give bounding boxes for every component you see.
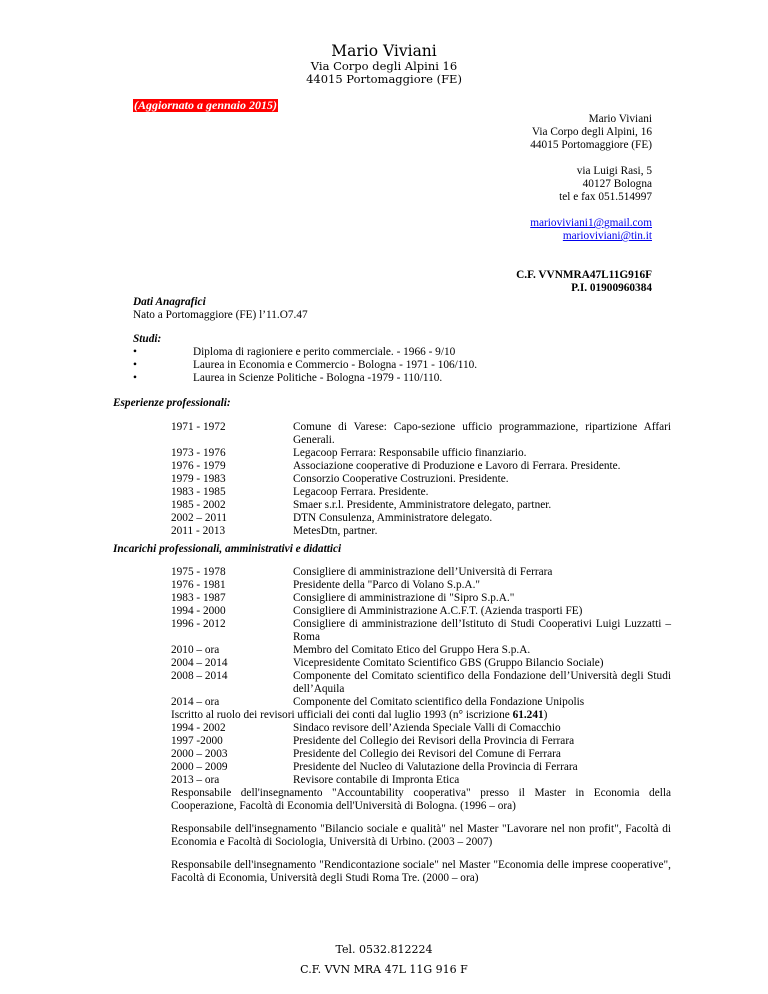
- row-years: 2011 - 2013: [171, 525, 226, 537]
- row-years: 2002 – 2011: [171, 512, 228, 524]
- row-text: Comune di Varese: Capo-sezione ufficio programmazione, ripartizione Affari Generali.: [293, 421, 671, 446]
- table-row: [171, 512, 671, 525]
- row-text: Revisore contabile di Impronta Etica: [293, 774, 460, 786]
- table-row: [171, 421, 671, 447]
- table-row: [171, 592, 671, 605]
- table-row: [171, 499, 671, 512]
- row-years: 2008 – 2014: [171, 670, 228, 682]
- esperienze-title: Esperienze professionali:: [113, 397, 231, 409]
- row-years: 1973 - 1976: [171, 447, 226, 459]
- row-years: 1983 - 1985: [171, 486, 226, 498]
- revisori-intro-text: Iscritto al ruolo dei revisori ufficiali dei conti dal luglio 1993 (n° iscrizione: [171, 709, 513, 721]
- row-years: 1985 - 2002: [171, 499, 226, 511]
- row-text: Vicepresidente Comitato Scientifico GBS (Gruppo Bilancio Sociale): [293, 657, 604, 669]
- row-years: 1976 - 1979: [171, 460, 226, 472]
- row-text: Consigliere di amministrazione di "Sipro S.p.A.": [293, 592, 515, 604]
- row-years: 2014 – ora: [171, 696, 220, 708]
- table-row: [171, 486, 671, 499]
- bullet: •: [133, 359, 137, 371]
- contact-name: Mario Viviani: [588, 113, 652, 125]
- row-text: Smaer s.r.l. Presidente, Amministratore delegato, partner.: [293, 499, 552, 511]
- row-text: Consigliere di amministrazione dell’Università di Ferrara: [293, 566, 553, 578]
- table-row: [171, 605, 671, 618]
- row-years: 1975 - 1978: [171, 566, 226, 578]
- studi-item: Laurea in Economia e Commercio - Bologna - 1971 - 106/110.: [193, 359, 478, 371]
- row-years: 2000 – 2009: [171, 761, 228, 773]
- list-item: [133, 372, 477, 385]
- row-text: MetesDtn, partner.: [293, 525, 378, 537]
- codice-fiscale: C.F. VVNMRA47L11G916F: [516, 269, 652, 281]
- row-years: 2013 – ora: [171, 774, 220, 786]
- contact-phone: tel e fax 051.514997: [559, 191, 652, 203]
- table-row: [171, 447, 671, 460]
- row-text: Consigliere di Amministrazione A.C.F.T. (Azienda trasporti FE): [293, 605, 583, 617]
- row-years: 2000 – 2003: [171, 748, 228, 760]
- table-row: [171, 774, 671, 787]
- table-row: [171, 460, 671, 473]
- contact-block: [516, 113, 652, 295]
- header-street: Via Corpo degli Alpini 16: [310, 59, 458, 73]
- table-row: [171, 748, 671, 761]
- row-years: 1997 -2000: [171, 735, 223, 747]
- table-row: [171, 644, 671, 657]
- row-years: 1979 - 1983: [171, 473, 226, 485]
- incarichi-title: Incarichi professionali, amministrativi e didattici: [113, 543, 342, 555]
- row-text: Sindaco revisore dell’Azienda Speciale Valli di Comacchio: [293, 722, 561, 734]
- row-text: Associazione cooperative di Produzione e Lavoro di Ferrara. Presidente.: [293, 460, 621, 472]
- table-row: [171, 722, 671, 735]
- updated-note: (Aggiornato a gennaio 2015): [134, 98, 278, 112]
- anagrafici-title: Dati Anagrafici: [133, 296, 206, 308]
- row-text: Membro del Comitato Etico del Gruppo Hera S.p.A.: [293, 644, 531, 656]
- insegnamento-1: Responsabile dell'insegnamento "Accountability cooperativa" presso il Master in Economia della Cooperazione, Facoltà di Economia dell'Università di Bologna. (1996 – ora): [171, 787, 671, 812]
- row-years: 2010 – ora: [171, 644, 220, 656]
- header-city: 44015 Portomaggiore (FE): [306, 72, 462, 86]
- office-city: 40127 Bologna: [582, 178, 652, 190]
- table-row: [171, 735, 671, 748]
- bullet: •: [133, 372, 137, 384]
- contact-street: Via Corpo degli Alpini, 16: [531, 126, 652, 138]
- table-row: [171, 525, 671, 538]
- row-text: Consorzio Cooperative Costruzioni. Presidente.: [293, 473, 509, 485]
- footer-tel: Tel. 0532.812224: [335, 943, 433, 956]
- table-row: [171, 473, 671, 486]
- row-years: 1971 - 1972: [171, 421, 226, 433]
- table-row: [171, 579, 671, 592]
- esperienze-list: [171, 421, 671, 538]
- list-item: [133, 346, 477, 359]
- row-years: 1976 - 1981: [171, 579, 226, 591]
- row-text: Presidente del Collegio dei Revisori del Comune di Ferrara: [293, 748, 561, 760]
- row-text: Consigliere di amministrazione dell’Istituto di Studi Cooperativi Luigi Luzzatti – Roma: [293, 618, 671, 643]
- bullet: •: [133, 346, 137, 358]
- studi-title: Studi:: [133, 333, 162, 345]
- anagrafici-text: Nato a Portomaggiore (FE) l’11.O7.47: [133, 309, 308, 321]
- revisori-number: 61.241: [512, 709, 544, 721]
- header-name: Mario Viviani: [331, 42, 437, 60]
- revisori-section: [171, 709, 671, 787]
- table-row: [171, 657, 671, 670]
- insegnamento-3: Responsabile dell'insegnamento "Rendicontazione sociale" nel Master "Economia delle imprese cooperative", Facoltà di Economia, Università degli Studi Roma Tre. (2000 – ora): [171, 859, 671, 884]
- row-years: 1996 - 2012: [171, 618, 226, 630]
- office-street: via Luigi Rasi, 5: [576, 165, 652, 177]
- row-years: 2004 – 2014: [171, 657, 228, 669]
- incarichi-list: [171, 566, 671, 709]
- row-text: Componente del Comitato scientifico della Fondazione dell’Università degli Studi dell’Aquila: [293, 670, 671, 695]
- row-years: 1994 - 2002: [171, 722, 226, 734]
- table-row: [171, 566, 671, 579]
- row-text: Legacoop Ferrara: Responsabile ufficio finanziario.: [293, 447, 527, 459]
- revisori-intro: [171, 709, 671, 722]
- row-text: Presidente del Collegio dei Revisori della Provincia di Ferrara: [293, 735, 575, 747]
- table-row: [171, 761, 671, 774]
- partita-iva: P.I. 01900960384: [571, 282, 652, 294]
- email-link-1[interactable]: marioviviani1@gmail.com: [530, 217, 652, 229]
- insegnamento-2: Responsabile dell'insegnamento "Bilancio sociale e qualità" nel Master "Lavorare nel non profit", Facoltà di Economia e Facoltà di Sociologia, Università di Urbino. (2003 – 2007): [171, 823, 671, 848]
- table-row: [171, 618, 671, 644]
- row-text: Presidente della "Parco di Volano S.p.A.": [293, 579, 481, 591]
- row-years: 1994 - 2000: [171, 605, 226, 617]
- row-years: 1983 - 1987: [171, 592, 226, 604]
- anagrafici-section: [133, 296, 308, 322]
- row-text: DTN Consulenza, Amministratore delegato.: [293, 512, 493, 524]
- table-row: [171, 696, 671, 709]
- table-row: [171, 670, 671, 696]
- email-link-2[interactable]: marioviviani@tin.it: [562, 230, 652, 242]
- row-text: Componente del Comitato scientifico della Fondazione Unipolis: [293, 696, 585, 708]
- row-text: Presidente del Nucleo di Valutazione della Provincia di Ferrara: [293, 761, 578, 773]
- studi-item: Diploma di ragioniere e perito commerciale. - 1966 - 9/10: [193, 346, 456, 358]
- revisori-close: ): [543, 709, 548, 721]
- contact-city: 44015 Portomaggiore (FE): [530, 139, 652, 151]
- studi-item: Laurea in Scienze Politiche - Bologna -1979 - 110/110.: [193, 372, 443, 384]
- footer-cf: C.F. VVN MRA 47L 11G 916 F: [300, 963, 468, 976]
- row-text: Legacoop Ferrara. Presidente.: [293, 486, 429, 498]
- list-item: [133, 359, 477, 372]
- studi-section: [133, 333, 477, 385]
